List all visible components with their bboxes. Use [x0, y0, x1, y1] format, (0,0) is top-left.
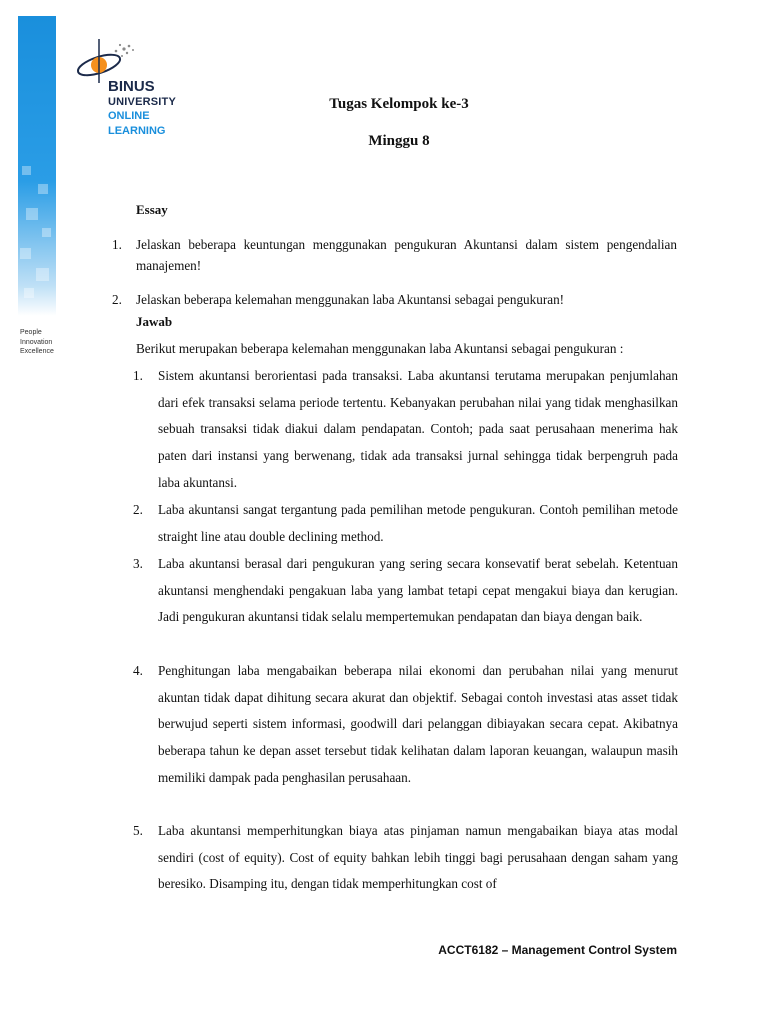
question-text: Jelaskan beberapa kelemahan menggunakan laba Akuntansi sebagai pengukuran! [136, 292, 565, 307]
answer-text: Laba akuntansi sangat tergantung pada pemilihan metode pengukuran. Contoh pemilihan metode straight line atau double declining method. [158, 502, 678, 544]
question-text: Jelaskan beberapa keuntungan menggunakan pengukuran Akuntansi dalam sistem pengendalian manajemen! [136, 237, 677, 273]
sidebar-decoration [0, 0, 57, 1024]
logo-text: ONLINE [108, 110, 150, 122]
answer-item [133, 497, 678, 550]
answer-heading: Jawab [136, 314, 173, 329]
page-subtitle: Minggu 8 [368, 133, 430, 149]
section-heading: Essay [136, 202, 168, 217]
answer-text: Laba akuntansi memperhitungkan biaya atas pinjaman namun mengabaikan biaya atas modal sendiri (cost of equity). Cost of equity bahkan lebih tinggi bagi perusahaan dengan saham yang beresiko. Disamping itu, dengan tidak memperhitungkan cost of [158, 823, 678, 892]
answer-text: Sistem akuntansi berorientasi pada transaksi. Laba akuntansi terutama merupakan penjumlahan dari efek transaksi selama periode tertentu. Kebanyakan perubahan nilai yang tidak menghasilkan sebuah transaksi tidak diakui dalam pendapatan. Contoh; pada saat perusahaan menerima hak paten dari instansi yang berwenang, tidak ada transaksi jurnal sehingga tidak berpengruh pada laba akuntansi. [158, 368, 678, 490]
logo-text: UNIVERSITY [108, 96, 177, 108]
brand-tagline [20, 328, 54, 357]
answer-number: 2. [133, 502, 143, 517]
answer-item [133, 818, 678, 898]
answer-intro: Berikut merupakan beberapa kelemahan menggunakan laba Akuntansi sebagai pengukuran : [136, 341, 624, 356]
answer-number: 4. [133, 663, 143, 678]
tagline-line: People [20, 329, 42, 336]
page-title: Tugas Kelompok ke-3 [329, 96, 469, 112]
blue-stripe [18, 16, 56, 316]
tagline-line: Innovation [20, 338, 53, 346]
question-item [112, 234, 677, 276]
logo-text: LEARNING [108, 125, 166, 137]
question-item [112, 289, 677, 310]
answer-text: Penghitungan laba mengabaikan beberapa nilai ekonomi dan perubahan nilai yang menurut akuntan tidak dapat dihitung secara akurat dan objektif. Sebagai contoh investasi atas asset tidak berwujud seperti sistem informasi, goodwill dari pelanggan dibiayakan secara cepat. Akibatnya beberapa tahun ke depan asset tersebut tidak kelihatan dalam laporan keuangan, walaupun masih memiliki dampak pada penghasilan perusahaan. [158, 663, 678, 785]
answer-number: 1. [133, 368, 143, 383]
question-number: 1. [112, 237, 122, 252]
logo-text: BINUS [108, 78, 155, 95]
answer-item [133, 363, 678, 497]
answer-number: 5. [133, 823, 143, 838]
page-footer: ACCT6182 – Management Control System [438, 943, 677, 957]
answer-item [133, 551, 678, 631]
answer-item [133, 658, 678, 792]
answer-text: Laba akuntansi berasal dari pengukuran yang sering secara konsevatif berat sebelah. Ketentuan akuntansi menghendaki pengakuan laba yang lambat tetapi cepat mengakui biaya dan kerugian. Jadi pengukuran akuntansi tidak selalu mempertemukan pendapatan dan biaya dengan baik. [158, 556, 678, 625]
question-number: 2. [112, 292, 122, 307]
tagline-line: Excellence [20, 348, 54, 355]
answer-number: 3. [133, 556, 143, 571]
